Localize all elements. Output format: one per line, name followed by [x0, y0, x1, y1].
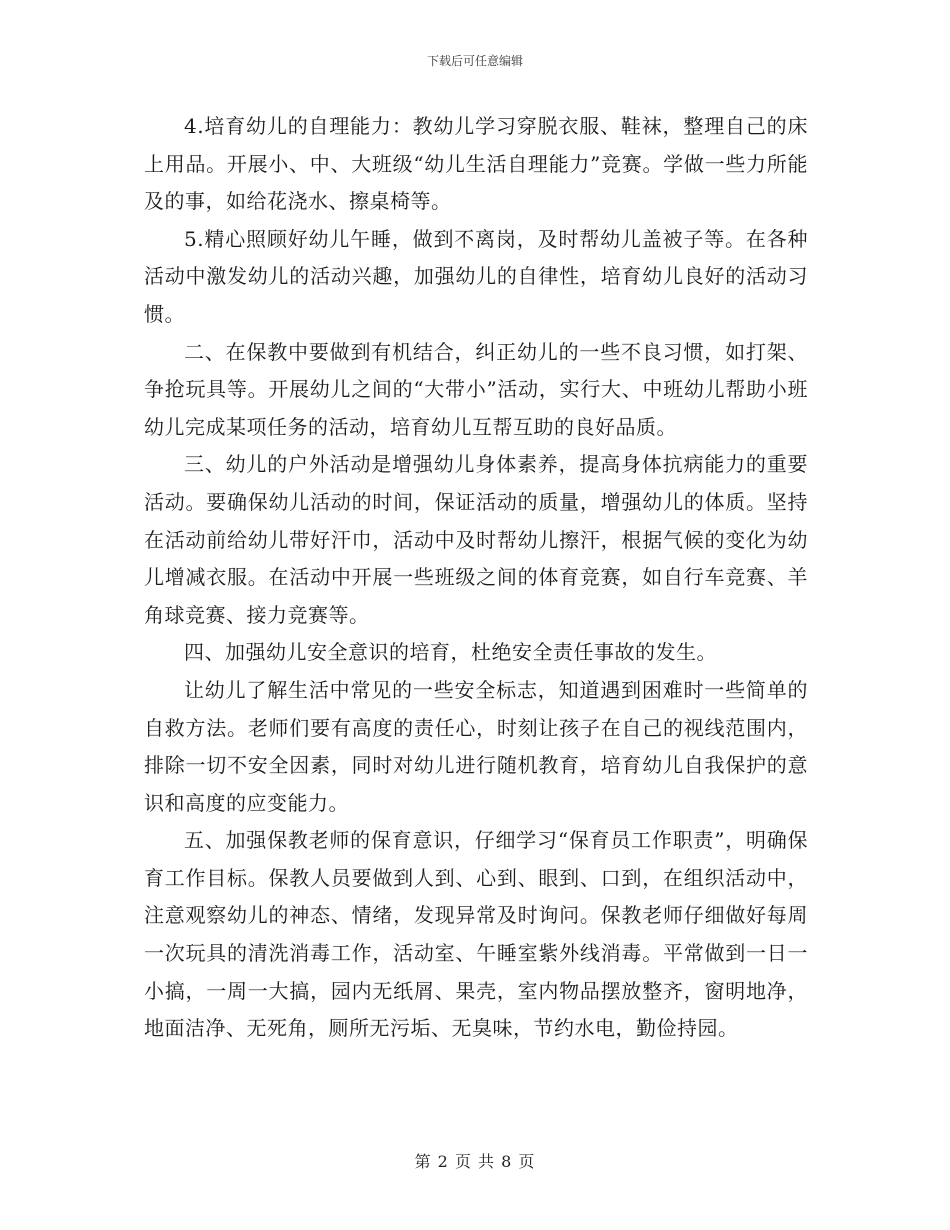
paragraph-outdoor-activity: 三、幼儿的户外活动是增强幼儿身体素养，提高身体抗病能力的重要活动。要确保幼儿活动的时间，保证活动的质量，增强幼儿的体质。坚持在活动前给幼儿带好汗巾，活动中及时帮幼儿擦汗，根据气候的变化为幼儿增减衣服。在活动中开展一些班级之间的体育竞赛，如自行车竞赛、羊角球竞赛、接力竞赛等。 — [144, 452, 808, 627]
paragraph-safety-heading: 四、加强幼儿安全意识的培育，杜绝安全责任事故的发生。 — [184, 640, 717, 665]
paragraph-nap-care: 5.精心照顾好幼儿午睡，做到不离岗，及时帮幼儿盖被子等。在各种活动中激发幼儿的活动兴趣，加强幼儿的自律性，培育幼儿良好的活动习惯。 — [144, 226, 808, 326]
document-body — [144, 108, 808, 1048]
page-number: 第 2 页 共 8 页 — [414, 1152, 536, 1171]
paragraph-safety-details: 让幼儿了解生活中常见的一些安全标志，知道遇到困难时一些简单的自救方法。老师们要有高度的责任心，时刻让孩子在自己的视线范围内，排除一切不安全因素，同时对幼儿进行随机教育，培育幼儿自我保护的意识和高度的应变能力。 — [144, 677, 808, 815]
paragraph-self-care: 4.培育幼儿的自理能力：教幼儿学习穿脱衣服、鞋袜，整理自己的床上用品。开展小、中、大班级“幼儿生活自理能力”竞赛。学做一些力所能及的事，如给花浇水、擦桌椅等。 — [144, 114, 808, 214]
page-header: 下载后可任意编辑 — [426, 54, 523, 68]
paragraph-caregiver-awareness: 五、加强保教老师的保育意识，仔细学习“保育员工作职责”，明确保育工作目标。保教人员要做到人到、心到、眼到、口到，在组织活动中，注意观察幼儿的神态、情绪，发现异常及时询问。保教老师仔细做好每周一次玩具的清洗消毒工作，活动室、午睡室紫外线消毒。平常做到一日一小搞，一周一大搞，园内无纸屑、果壳，室内物品摆放整齐，窗明地净，地面洁净、无死角，厕所无污垢、无臭味，节约水电，勤俭持园。 — [144, 828, 808, 1041]
paragraph-correct-habits: 二、在保教中要做到有机结合，纠正幼儿的一些不良习惯，如打架、争抢玩具等。开展幼儿之间的“大带小”活动，实行大、中班幼儿帮助小班幼儿完成某项任务的活动，培育幼儿互帮互助的良好品质。 — [144, 339, 808, 439]
